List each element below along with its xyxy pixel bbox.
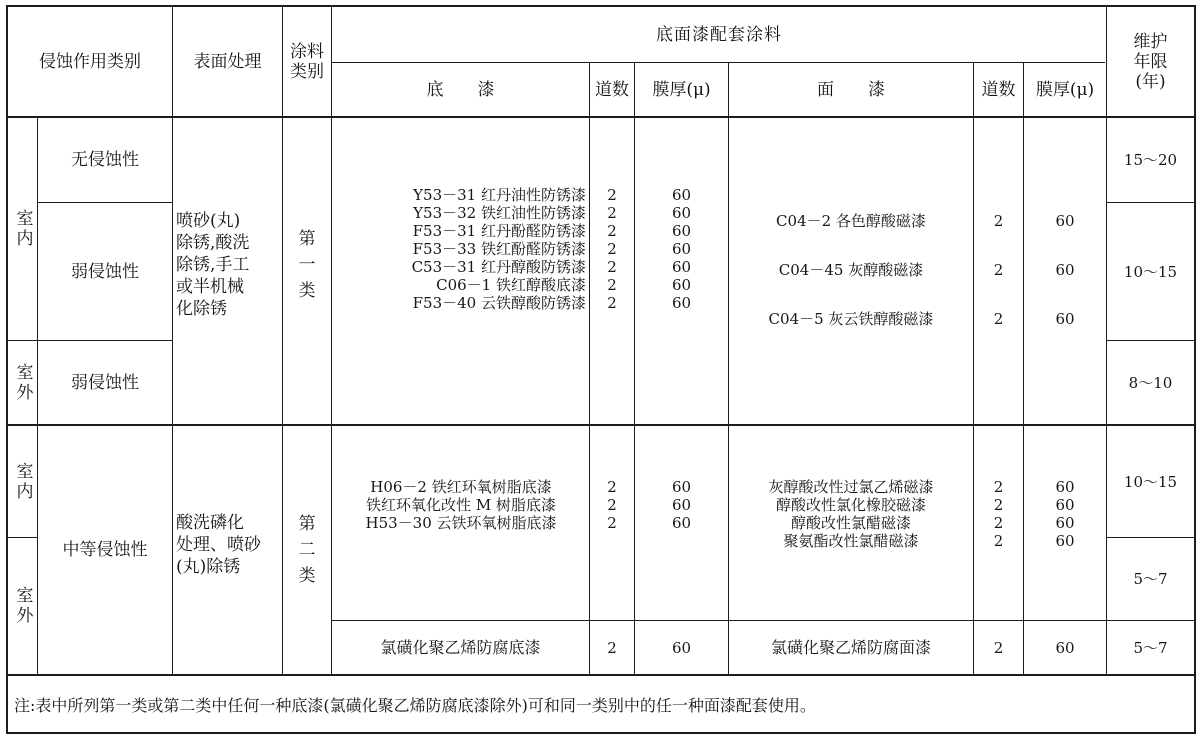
g1-top-thick: 60 [1055, 310, 1075, 328]
g1-primer: F53－40 云铁醇酸防锈漆 [412, 294, 586, 312]
header-coats: 道数 [595, 79, 629, 100]
g2-primer: H06－2 铁红环氧树脂底漆 [370, 478, 552, 496]
vline-topcoat [973, 62, 974, 675]
g2-primer-coat: 2 [607, 478, 617, 496]
g2-special-primer-coats: 2 [607, 638, 617, 657]
border-bottom [6, 732, 1196, 734]
g2-primer-thick-value: 60 [671, 478, 692, 496]
header-life-line2: 年限 [1133, 51, 1168, 72]
g2-special-primer: 氯磺化聚乙烯防腐底漆 [380, 637, 541, 657]
g2-primer-coat: 2 [607, 496, 617, 514]
g1-primer-coat: 2 [607, 222, 617, 240]
g1-type [283, 200, 331, 330]
g1-loc-indoor-text: 室内 [12, 209, 33, 249]
g2-loc-indoor-text: 室内 [12, 461, 33, 502]
g1-primer-coat: 2 [607, 204, 617, 222]
g1-primer-coat: 2 [607, 276, 617, 294]
g1-life-weak-in: 10～15 [1123, 262, 1178, 281]
header-coating-type-line1: 涂料 [290, 41, 324, 62]
g2-special-primer-thick: 60 [671, 638, 692, 657]
g1-primer-thick-value: 60 [671, 258, 692, 276]
g1-primer-coat: 2 [607, 294, 617, 312]
g1-top-thick: 60 [1055, 212, 1075, 230]
header-thickness: 膜厚(μ) [652, 79, 711, 100]
g1-surface-line: 化除锈 [176, 299, 227, 319]
g1-primer: F53－33 铁红酚醛防锈漆 [412, 240, 586, 258]
g1-primer: Y53－31 红丹油性防锈漆 [413, 186, 586, 204]
g2-top-thick-value: 60 [1055, 478, 1075, 496]
g1-type-line: 类 [298, 281, 316, 301]
vline-thick [728, 62, 729, 675]
header-thickness2: 膜厚(μ) [1035, 79, 1095, 100]
g2-topcoat: 醇酸改性氯醋磁漆 [790, 514, 911, 532]
g2-primer: 铁红环氧化改性 M 树脂底漆 [366, 496, 556, 514]
vline-coats2 [1023, 62, 1024, 675]
g1-surface [176, 200, 280, 330]
g1-surface-line: 喷砂(丸) [176, 211, 241, 231]
g1-surface-line: 或半机械 [176, 277, 244, 297]
g2-top-thick-value: 60 [1055, 496, 1075, 514]
g1-life-none: 15～20 [1123, 151, 1178, 169]
g1-primer: C53－31 红丹醇酸防锈漆 [411, 258, 586, 276]
g1-loc-outdoor-text: 室外 [12, 362, 33, 403]
g1-primer-thick-value: 60 [671, 240, 692, 258]
rule-table-bottom [6, 674, 1196, 676]
g1-life-weak-out: 8～10 [1128, 373, 1173, 392]
g1-primer-thick-value: 60 [671, 294, 692, 312]
g2-top-coat: 2 [993, 514, 1004, 532]
g1-loc-outdoor [8, 341, 37, 424]
g1-primer-coat: 2 [607, 186, 617, 204]
g2-type-line: 第 [298, 514, 316, 534]
g2-surface-line: 酸洗磷化 [176, 513, 244, 533]
table-note: 注:表中所列第一类或第二类中任何一种底漆(氯磺化聚乙烯防腐底漆除外)可和同一类别中的任一种面漆配套使用。 [14, 695, 816, 715]
g2-surface-line: (丸)除锈 [176, 557, 241, 577]
g1-primer-thick-value: 60 [671, 276, 692, 294]
g2-special-life: 5～7 [1133, 638, 1168, 657]
g2-topcoat: 醇酸改性氯化橡胶磁漆 [775, 496, 926, 514]
g2-top-coat: 2 [993, 478, 1004, 496]
g1-primer-coats [590, 186, 634, 312]
g1-type-line: 一 [298, 255, 316, 275]
header-surface: 表面处理 [193, 51, 262, 72]
g2-topcoat: 灰醇酸改性过氯乙烯磁漆 [768, 478, 934, 496]
g2-topcoats [729, 478, 973, 550]
g1-top-coat: 2 [993, 261, 1004, 279]
g1-primers [338, 186, 586, 312]
rule-header-bottom [6, 116, 1196, 118]
g1-topcoat: C04－45 灰醇酸磁漆 [778, 261, 924, 279]
g2-loc-outdoor [8, 538, 37, 674]
g2-type-line: 二 [298, 540, 316, 560]
g1-top-thick: 60 [1055, 261, 1075, 279]
g2-special-top-coats: 2 [993, 638, 1004, 657]
header-life-line1: 维护 [1133, 31, 1168, 52]
g1-cat-none: 无侵蚀性 [71, 150, 139, 170]
g1-loc-indoor [8, 118, 37, 340]
g2-primers [334, 478, 588, 532]
g1-cat-weak-out: 弱侵蚀性 [71, 372, 139, 393]
g2-primer-thick [635, 478, 728, 532]
g1-topcoat: C04－2 各色醇酸磁漆 [776, 212, 926, 230]
header-life-line3: (年) [1135, 71, 1166, 92]
header-coating-type-line2: 类别 [290, 61, 324, 82]
g2-primer-coat: 2 [607, 514, 617, 532]
g1-primer-thick-value: 60 [671, 222, 692, 240]
g1-primer-thick-value: 60 [671, 204, 692, 222]
g2-top-coats [974, 478, 1023, 550]
g1-cat-weak-in: 弱侵蚀性 [71, 261, 139, 282]
header-category: 侵蚀作用类别 [39, 51, 141, 72]
g1-topcoat: C04－5 灰云铁醇酸磁漆 [768, 310, 934, 328]
g1-top-coat: 2 [993, 310, 1004, 328]
g1-surface-line: 除锈,酸洗 [176, 233, 250, 253]
g2-special-top-thick: 60 [1055, 638, 1075, 657]
g2-surface [176, 505, 280, 585]
rule-group-split [6, 424, 1196, 426]
g1-primer: Y53－32 铁红油性防锈漆 [413, 204, 586, 222]
g2-primer-coats [590, 478, 634, 532]
vline-primer [589, 62, 590, 675]
g2-topcoat: 聚氨酯改性氯醋磁漆 [783, 532, 919, 550]
header-topcoat: 面 漆 [817, 79, 885, 100]
g2-type [283, 505, 331, 595]
g2-category: 中等侵蚀性 [62, 540, 148, 560]
g1-primer-coat: 2 [607, 258, 617, 276]
header-coating-type [283, 7, 331, 116]
g1-primer-coat: 2 [607, 240, 617, 258]
g1-primer: F53－31 红丹酚醛防锈漆 [412, 222, 586, 240]
g2-primer-thick-value: 60 [671, 496, 692, 514]
g1-top-coat: 2 [993, 212, 1004, 230]
g2-life-out: 5～7 [1133, 570, 1168, 588]
vline-coats [634, 62, 635, 675]
g2-top-coat: 2 [993, 496, 1004, 514]
g1-primer-thick [635, 186, 728, 312]
g2-life-in: 10～15 [1123, 472, 1178, 491]
g1-surface-line: 除锈,手工 [176, 255, 250, 275]
g2-top-thick [1024, 478, 1106, 550]
g2-primer: H53－30 云铁环氧树脂底漆 [365, 514, 557, 532]
border-right [1194, 5, 1196, 734]
g2-special-topcoat: 氯磺化聚乙烯防腐面漆 [770, 637, 931, 657]
g2-surface-line: 处理、喷砂 [176, 535, 261, 555]
g2-top-coat: 2 [993, 532, 1004, 550]
g1-type-line: 第 [298, 229, 316, 249]
g2-top-thick-value: 60 [1055, 532, 1075, 550]
g1-primer: C06－1 铁红醇酸底漆 [436, 276, 586, 294]
g2-top-thick-value: 60 [1055, 514, 1075, 532]
g2-loc-indoor [8, 426, 37, 537]
header-primer: 底 漆 [426, 79, 495, 100]
g2-primer-thick-value: 60 [671, 514, 692, 532]
g1-primer-thick-value: 60 [671, 186, 692, 204]
g2-type-line: 类 [298, 566, 316, 586]
header-combo: 底面漆配套涂料 [656, 24, 782, 45]
g2-loc-outdoor-text: 室外 [12, 586, 33, 626]
header-life [1107, 7, 1194, 116]
header-coats2: 道数 [981, 79, 1016, 100]
